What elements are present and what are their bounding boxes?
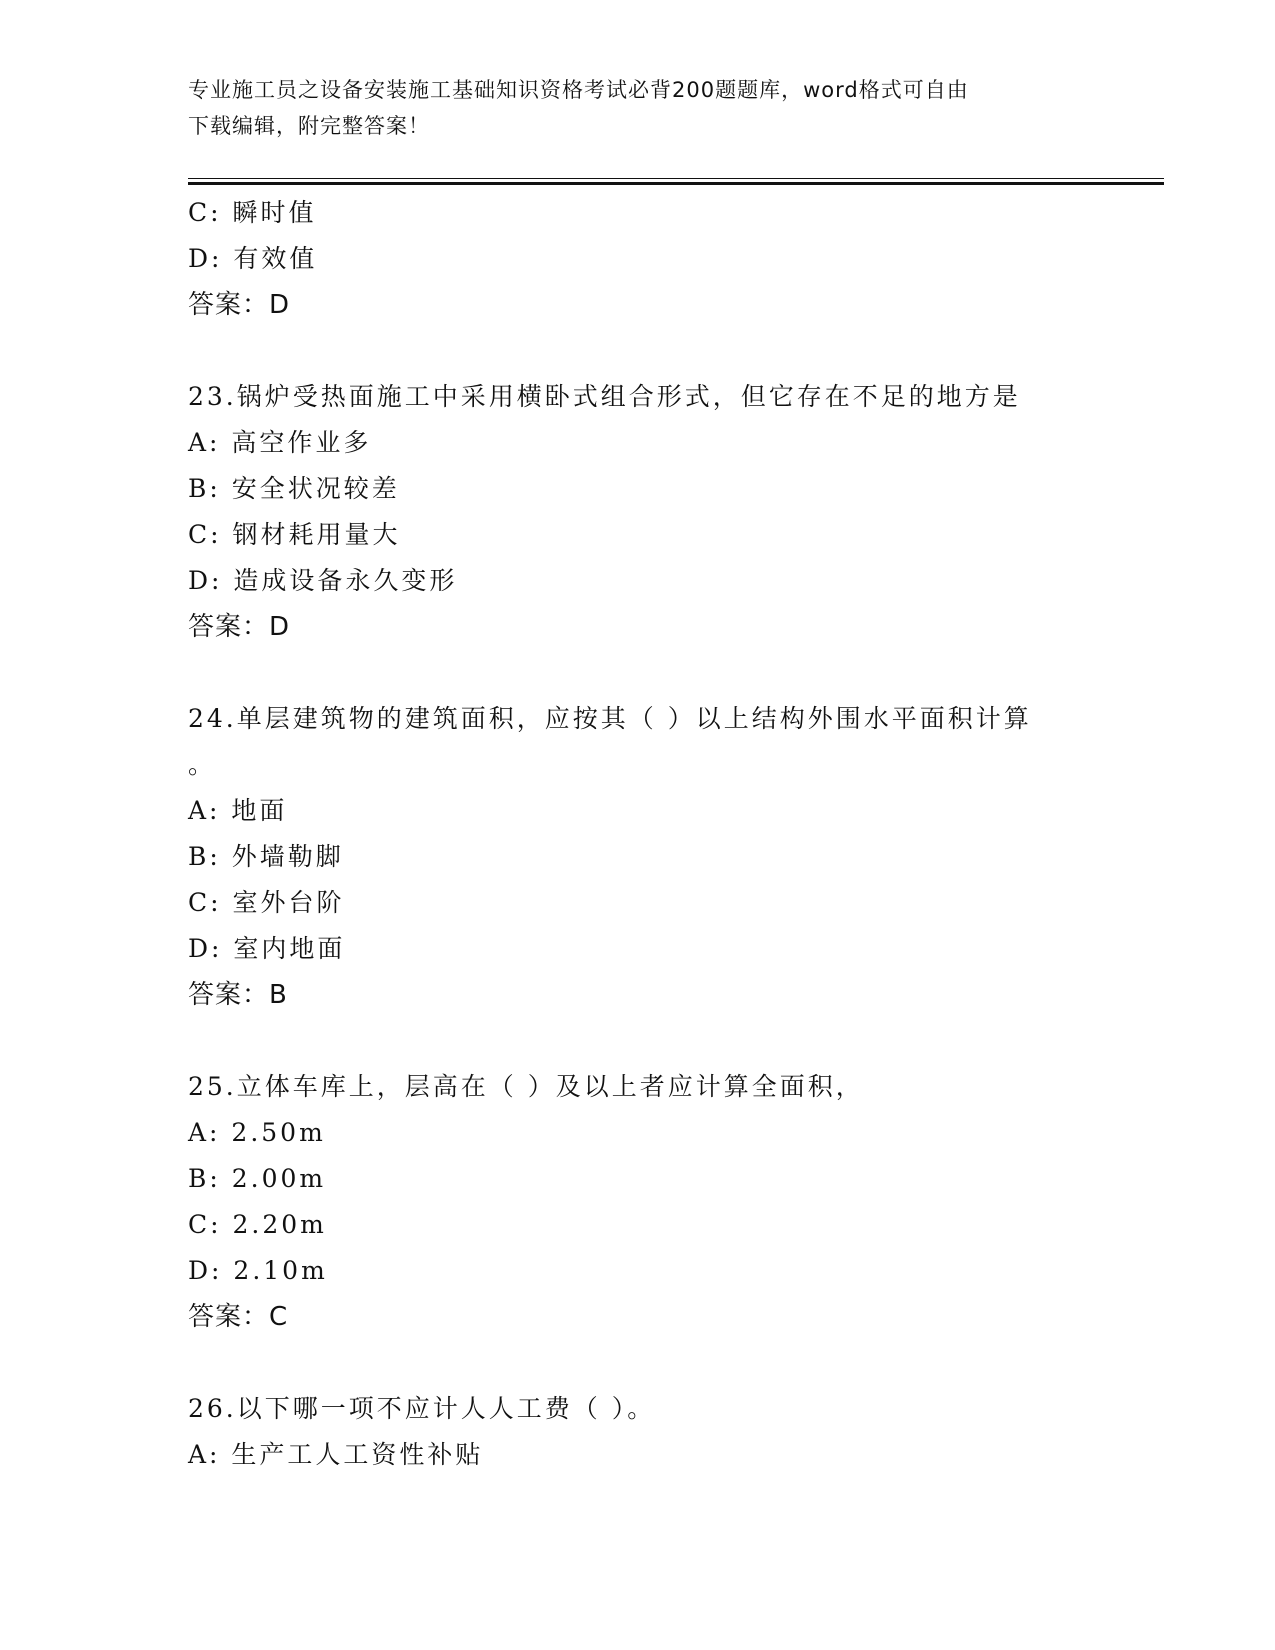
header-line-2: 下载编辑，附完整答案！ <box>188 114 430 138</box>
spacer <box>188 650 1068 696</box>
header-divider-thick <box>188 182 1164 185</box>
answer: 答案：D <box>188 612 291 642</box>
header-divider-thin <box>188 178 1164 179</box>
spacer <box>188 1018 1068 1064</box>
option-c: C: 瞬时值 <box>188 198 317 227</box>
question-23 <box>188 374 1068 650</box>
option-b: B: 安全状况较差 <box>188 474 400 503</box>
question-22-tail <box>188 190 1068 328</box>
answer: 答案：D <box>188 290 291 320</box>
spacer <box>188 1340 1068 1386</box>
question-25 <box>188 1064 1068 1340</box>
option-a: A: 2.50m <box>188 1118 326 1147</box>
option-d: D: 2.10m <box>188 1256 328 1285</box>
option-a: A: 高空作业多 <box>188 428 372 457</box>
spacer <box>188 328 1068 374</box>
header-line-1: 专业施工员之设备安装施工基础知识资格考试必背200题题库，word格式可自由 <box>188 78 969 102</box>
option-d: D: 室内地面 <box>188 934 346 963</box>
question-24 <box>188 696 1068 1018</box>
option-d: D: 有效值 <box>188 244 318 273</box>
question-stem-continued: 。 <box>188 750 217 779</box>
question-26 <box>188 1386 1068 1478</box>
question-stem: 25.立体车库上，层高在（ ）及以上者应计算全面积， <box>188 1072 864 1101</box>
document-header <box>188 72 1088 144</box>
option-d: D: 造成设备永久变形 <box>188 566 458 595</box>
option-c: C: 室外台阶 <box>188 888 345 917</box>
option-b: B: 2.00m <box>188 1164 327 1193</box>
option-c: C: 2.20m <box>188 1210 327 1239</box>
option-a: A: 生产工人工资性补贴 <box>188 1440 484 1469</box>
question-stem: 23.锅炉受热面施工中采用横卧式组合形式，但它存在不足的地方是 <box>188 382 1021 411</box>
answer: 答案：B <box>188 980 288 1010</box>
option-a: A: 地面 <box>188 796 288 825</box>
question-list <box>188 190 1068 1478</box>
answer: 答案：C <box>188 1302 289 1332</box>
question-stem: 24.单层建筑物的建筑面积，应按其（ ）以上结构外围水平面积计算 <box>188 704 1032 733</box>
question-stem: 26.以下哪一项不应计人人工费（ ）。 <box>188 1394 656 1423</box>
option-b: B: 外墙勒脚 <box>188 842 344 871</box>
option-c: C: 钢材耗用量大 <box>188 520 401 549</box>
